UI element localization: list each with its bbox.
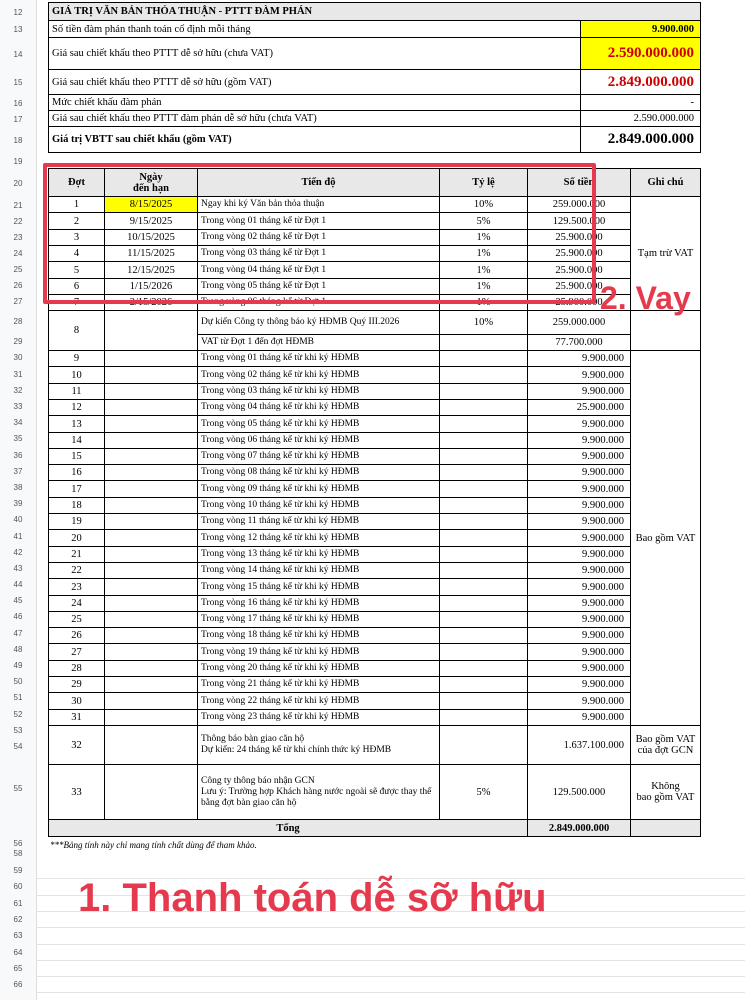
amount-cell[interactable]: 9.900.000 [528, 547, 631, 563]
row-number[interactable]: 15 [13, 78, 23, 87]
progress-cell[interactable]: Trong vòng 02 tháng kể từ khi ký HĐMB [198, 367, 440, 384]
ratio-cell[interactable]: 1% [440, 262, 528, 279]
row-number[interactable]: 61 [13, 898, 23, 908]
dot-cell[interactable]: 6 [49, 279, 105, 295]
ratio-cell[interactable] [440, 693, 528, 710]
row-number[interactable]: 52 [13, 709, 23, 719]
dot-cell[interactable]: 24 [49, 596, 105, 612]
row-number[interactable]: 54 [13, 741, 23, 751]
amount-cell[interactable]: 9.900.000 [528, 710, 631, 726]
date-cell[interactable]: 10/15/2025 [105, 230, 198, 246]
amount-cell[interactable]: 9.900.000 [528, 351, 631, 367]
dot-cell[interactable]: 31 [49, 710, 105, 726]
ratio-cell[interactable]: 5% [440, 213, 528, 230]
ratio-cell[interactable]: 1% [440, 295, 528, 311]
summary-value[interactable]: 9.900.000 [581, 21, 701, 38]
amount-cell[interactable]: 9.900.000 [528, 644, 631, 661]
amount-cell[interactable]: 25.900.000 [528, 295, 631, 311]
progress-cell[interactable]: Ngay khi ký Văn bản thỏa thuận [198, 197, 440, 213]
row-number[interactable]: 58 [13, 849, 23, 858]
amount-cell[interactable]: 25.900.000 [528, 230, 631, 246]
dot-cell[interactable]: 27 [49, 644, 105, 661]
date-cell[interactable]: 2/15/2026 [105, 295, 198, 311]
ratio-cell[interactable] [440, 644, 528, 661]
dot-cell[interactable]: 3 [49, 230, 105, 246]
amount-cell[interactable]: 77.700.000 [528, 335, 631, 351]
ratio-cell[interactable]: 10% [440, 197, 528, 213]
row-number[interactable]: 39 [13, 498, 23, 508]
row-number[interactable]: 51 [13, 693, 23, 702]
summary-value[interactable]: - [581, 95, 701, 111]
row-number[interactable]: 19 [13, 156, 23, 166]
ratio-cell[interactable] [440, 628, 528, 644]
row-number[interactable]: 21 [13, 200, 23, 210]
row-number[interactable]: 46 [13, 612, 23, 621]
ratio-cell[interactable] [440, 710, 528, 726]
dot-cell[interactable]: 10 [49, 367, 105, 384]
progress-cell[interactable]: Trong vòng 15 tháng kể từ khi ký HĐMB [198, 579, 440, 596]
ratio-cell[interactable] [440, 481, 528, 498]
row-number[interactable]: 24 [13, 248, 23, 258]
row-number[interactable]: 13 [13, 25, 23, 34]
row-number[interactable]: 31 [13, 369, 23, 379]
row-number[interactable]: 16 [13, 98, 23, 108]
progress-cell[interactable]: Trong vòng 06 tháng kể từ Đợt 1 [198, 295, 440, 311]
summary-value[interactable]: 2.849.000.000 [581, 127, 701, 153]
ratio-cell[interactable] [440, 726, 528, 765]
amount-cell[interactable]: 25.900.000 [528, 400, 631, 416]
date-cell[interactable] [105, 498, 198, 514]
total-note[interactable] [631, 820, 701, 837]
date-cell[interactable]: 12/15/2025 [105, 262, 198, 279]
amount-cell[interactable]: 9.900.000 [528, 433, 631, 449]
ratio-cell[interactable] [440, 596, 528, 612]
amount-cell[interactable]: 9.900.000 [528, 514, 631, 530]
row-number[interactable]: 33 [13, 401, 23, 411]
date-cell[interactable] [105, 710, 198, 726]
dot-cell[interactable]: 26 [49, 628, 105, 644]
progress-cell[interactable]: Trong vòng 04 tháng kể từ Đợt 1 [198, 262, 440, 279]
dot-cell[interactable]: 16 [49, 465, 105, 481]
total-amount[interactable]: 2.849.000.000 [528, 820, 631, 837]
row-number[interactable]: 25 [13, 264, 23, 274]
header-sotien[interactable]: Số tiền [528, 169, 631, 197]
dot-cell[interactable]: 29 [49, 677, 105, 693]
ratio-cell[interactable]: 1% [440, 246, 528, 262]
amount-cell[interactable]: 259.000.000 [528, 197, 631, 213]
ratio-cell[interactable]: 1% [440, 279, 528, 295]
row-number[interactable]: 32 [13, 385, 23, 395]
dot-cell[interactable]: 14 [49, 433, 105, 449]
dot-cell[interactable]: 17 [49, 481, 105, 498]
ratio-cell[interactable] [440, 465, 528, 481]
date-cell[interactable] [105, 612, 198, 628]
note-cell[interactable]: Không bao gồm VAT [631, 765, 701, 820]
progress-cell[interactable]: Trong vòng 05 tháng kể từ khi ký HĐMB [198, 416, 440, 433]
amount-cell[interactable]: 9.900.000 [528, 693, 631, 710]
progress-cell[interactable]: Thông báo bàn giao căn hộ Dự kiến: 24 tháng kể từ khi chính thức ký HĐMB [198, 726, 440, 765]
amount-cell[interactable]: 25.900.000 [528, 246, 631, 262]
progress-cell[interactable]: Dự kiến Công ty thông báo ký HĐMB Quý III.2026 [198, 311, 440, 335]
dot-cell[interactable]: 19 [49, 514, 105, 530]
header-ghichu[interactable]: Ghi chú [631, 169, 701, 197]
progress-cell[interactable]: Trong vòng 13 tháng kể từ khi ký HĐMB [198, 547, 440, 563]
row-number[interactable]: 38 [13, 482, 23, 492]
progress-cell[interactable]: Trong vòng 09 tháng kể từ khi ký HĐMB [198, 481, 440, 498]
progress-cell[interactable]: Trong vòng 21 tháng kể từ khi ký HĐMB [198, 677, 440, 693]
row-number[interactable]: 20 [13, 178, 23, 188]
dot-cell[interactable]: 25 [49, 612, 105, 628]
date-cell[interactable]: 1/15/2026 [105, 279, 198, 295]
ratio-cell[interactable] [440, 400, 528, 416]
dot-cell[interactable]: 13 [49, 416, 105, 433]
amount-cell[interactable]: 9.900.000 [528, 498, 631, 514]
progress-cell[interactable]: Trong vòng 22 tháng kể từ khi ký HĐMB [198, 693, 440, 710]
amount-cell[interactable]: 129.500.000 [528, 213, 631, 230]
ratio-cell[interactable] [440, 612, 528, 628]
amount-cell[interactable]: 9.900.000 [528, 481, 631, 498]
summary-label[interactable]: Số tiền đàm phán thanh toán cố định mỗi tháng [49, 21, 581, 38]
progress-cell[interactable]: Trong vòng 17 tháng kể từ khi ký HĐMB [198, 612, 440, 628]
summary-label[interactable]: Mức chiết khấu đàm phán [49, 95, 581, 111]
date-cell[interactable] [105, 384, 198, 400]
summary-value[interactable]: 2.590.000.000 [581, 111, 701, 127]
progress-cell[interactable]: Trong vòng 14 tháng kể từ khi ký HĐMB [198, 563, 440, 579]
dot-cell[interactable]: 18 [49, 498, 105, 514]
summary-label[interactable]: Giá sau chiết khấu theo PTTT đàm phán dễ sở hữu (chưa VAT) [49, 111, 581, 127]
dot-cell[interactable]: 20 [49, 530, 105, 547]
dot-cell[interactable]: 12 [49, 400, 105, 416]
date-cell[interactable] [105, 596, 198, 612]
annotation-thanh-toan: 1. Thanh toán dễ sỡ hữu [78, 876, 547, 920]
progress-cell[interactable]: Trong vòng 03 tháng kể từ Đợt 1 [198, 246, 440, 262]
dot-cell[interactable]: 15 [49, 449, 105, 465]
date-cell[interactable] [105, 400, 198, 416]
row-number[interactable]: 35 [13, 434, 23, 443]
amount-cell[interactable]: 9.900.000 [528, 677, 631, 693]
dot-cell[interactable]: 23 [49, 579, 105, 596]
row-number[interactable]: 40 [13, 515, 23, 524]
amount-cell[interactable]: 1.637.100.000 [528, 726, 631, 765]
dot-cell[interactable]: 32 [49, 726, 105, 765]
date-cell[interactable] [105, 628, 198, 644]
date-cell[interactable] [105, 351, 198, 367]
amount-cell[interactable]: 9.900.000 [528, 563, 631, 579]
date-cell[interactable] [105, 693, 198, 710]
progress-cell[interactable]: Trong vòng 08 tháng kể từ khi ký HĐMB [198, 465, 440, 481]
progress-cell[interactable]: Trong vòng 01 tháng kể từ Đợt 1 [198, 213, 440, 230]
date-cell[interactable] [105, 677, 198, 693]
amount-cell[interactable]: 9.900.000 [528, 628, 631, 644]
ratio-cell[interactable] [440, 547, 528, 563]
ratio-cell[interactable] [440, 677, 528, 693]
row-number[interactable]: 55 [13, 784, 23, 793]
ratio-cell[interactable] [440, 514, 528, 530]
dot-cell[interactable]: 7 [49, 295, 105, 311]
row-number[interactable]: 62 [13, 914, 23, 924]
row-number[interactable]: 47 [13, 628, 23, 638]
summary-table [48, 2, 701, 153]
header-tyle[interactable]: Tỷ lệ [440, 169, 528, 197]
row-number[interactable]: 28 [13, 316, 23, 326]
ratio-cell[interactable] [440, 416, 528, 433]
date-cell[interactable] [105, 465, 198, 481]
ratio-cell[interactable] [440, 351, 528, 367]
header-dot[interactable]: Đợt [49, 169, 105, 197]
date-cell[interactable]: 8/15/2025 [105, 197, 198, 213]
header-ngay[interactable]: Ngày đến hạn [105, 169, 198, 197]
note-cell[interactable] [631, 311, 701, 351]
date-cell[interactable] [105, 765, 198, 820]
dot-cell[interactable]: 30 [49, 693, 105, 710]
progress-cell[interactable]: Trong vòng 16 tháng kể từ khi ký HĐMB [198, 596, 440, 612]
dot-cell[interactable]: 4 [49, 246, 105, 262]
date-cell[interactable] [105, 367, 198, 384]
dot-cell[interactable]: 8 [49, 311, 105, 351]
dot-cell[interactable]: 33 [49, 765, 105, 820]
ratio-cell[interactable]: 10% [440, 311, 528, 335]
row-number[interactable]: 41 [13, 531, 23, 541]
ratio-cell[interactable]: 5% [440, 765, 528, 820]
date-cell[interactable] [105, 311, 198, 351]
row-number[interactable]: 14 [13, 49, 23, 59]
row-number[interactable]: 42 [13, 547, 23, 557]
date-cell[interactable]: 11/15/2025 [105, 246, 198, 262]
ratio-cell[interactable] [440, 498, 528, 514]
row-number[interactable]: 59 [13, 865, 23, 875]
footnote: ***Bảng tính này chỉ mang tính chất dùng để tham khảo. [50, 840, 257, 850]
date-cell[interactable] [105, 433, 198, 449]
ratio-cell[interactable] [440, 661, 528, 677]
progress-cell[interactable]: Trong vòng 23 tháng kể từ khi ký HĐMB [198, 710, 440, 726]
amount-cell[interactable]: 9.900.000 [528, 384, 631, 400]
amount-cell[interactable]: 9.900.000 [528, 530, 631, 547]
date-cell[interactable] [105, 726, 198, 765]
gridline [36, 927, 745, 928]
row-number[interactable]: 64 [13, 947, 23, 957]
ratio-cell[interactable] [440, 433, 528, 449]
amount-cell[interactable]: 9.900.000 [528, 416, 631, 433]
gridline [36, 960, 745, 961]
summary-value[interactable]: 2.849.000.000 [581, 70, 701, 95]
ratio-cell[interactable] [440, 530, 528, 547]
row-number[interactable]: 53 [13, 725, 23, 735]
dot-cell[interactable]: 5 [49, 262, 105, 279]
row-number[interactable]: 18 [13, 135, 23, 145]
amount-cell[interactable]: 9.900.000 [528, 465, 631, 481]
summary-label[interactable]: Giá sau chiết khấu theo PTTT dễ sở hữu (gồm VAT) [49, 70, 581, 95]
progress-cell[interactable]: Trong vòng 07 tháng kể từ khi ký HĐMB [198, 449, 440, 465]
row-number[interactable]: 23 [13, 232, 23, 242]
row-number[interactable]: 60 [13, 882, 23, 891]
date-cell[interactable] [105, 563, 198, 579]
progress-cell[interactable]: Trong vòng 19 tháng kể từ khi ký HĐMB [198, 644, 440, 661]
ratio-cell[interactable] [440, 384, 528, 400]
progress-cell[interactable]: Trong vòng 20 tháng kể từ khi ký HĐMB [198, 661, 440, 677]
progress-cell[interactable]: VAT từ Đợt 1 đến đợt HĐMB [198, 335, 440, 351]
ratio-cell[interactable] [440, 367, 528, 384]
progress-cell[interactable]: Trong vòng 04 tháng kể từ khi ký HĐMB [198, 400, 440, 416]
note-bao-gom-vat[interactable]: Bao gồm VAT [631, 351, 701, 726]
date-cell[interactable] [105, 644, 198, 661]
row-number[interactable]: 30 [13, 352, 23, 362]
amount-cell[interactable]: 9.900.000 [528, 367, 631, 384]
row-number[interactable]: 27 [13, 296, 23, 306]
dot-cell[interactable]: 9 [49, 351, 105, 367]
ratio-cell[interactable]: 1% [440, 230, 528, 246]
ratio-cell[interactable] [440, 335, 528, 351]
amount-cell[interactable]: 9.900.000 [528, 661, 631, 677]
amount-cell[interactable]: 259.000.000 [528, 311, 631, 335]
row-number[interactable]: 22 [13, 216, 23, 226]
row-number[interactable]: 65 [13, 963, 23, 973]
header-tiendo[interactable]: Tiến độ [198, 169, 440, 197]
row-number[interactable]: 49 [13, 660, 23, 670]
date-cell[interactable] [105, 481, 198, 498]
summary-label[interactable]: Giá sau chiết khấu theo PTTT dễ sở hữu (chưa VAT) [49, 38, 581, 70]
progress-cell[interactable]: Trong vòng 01 tháng kể từ khi ký HĐMB [198, 351, 440, 367]
summary-label[interactable]: Giá trị VBTT sau chiết khấu (gồm VAT) [49, 127, 581, 153]
date-cell[interactable] [105, 547, 198, 563]
progress-cell[interactable]: Trong vòng 03 tháng kể từ khi ký HĐMB [198, 384, 440, 400]
row-number[interactable]: 34 [13, 417, 23, 427]
dot-cell[interactable]: 21 [49, 547, 105, 563]
date-cell[interactable] [105, 449, 198, 465]
progress-cell[interactable]: Trong vòng 18 tháng kể từ khi ký HĐMB [198, 628, 440, 644]
annotation-vay: 2. Vay [600, 280, 691, 316]
date-cell[interactable] [105, 416, 198, 433]
gridline [36, 944, 745, 945]
gridline [36, 976, 745, 977]
row-number[interactable]: 43 [13, 563, 23, 573]
amount-cell[interactable]: 25.900.000 [528, 262, 631, 279]
progress-cell[interactable]: Trong vòng 10 tháng kể từ khi ký HĐMB [198, 498, 440, 514]
progress-cell[interactable]: Trong vòng 12 tháng kể từ khi ký HĐMB [198, 530, 440, 547]
gridline [36, 992, 745, 993]
note-tam-tru[interactable]: Tạm trừ VAT [631, 197, 701, 311]
row-number[interactable]: 66 [13, 979, 23, 989]
amount-cell[interactable]: 9.900.000 [528, 449, 631, 465]
summary-title[interactable]: GIÁ TRỊ VĂN BẢN THỎA THUẬN - PTTT ĐÀM PHÁN [49, 3, 701, 21]
amount-cell[interactable]: 9.900.000 [528, 612, 631, 628]
row-number[interactable]: 45 [13, 595, 23, 605]
date-cell[interactable] [105, 661, 198, 677]
note-cell[interactable]: Bao gồm VAT của đợt GCN [631, 726, 701, 765]
row-number[interactable]: 63 [13, 931, 23, 940]
row-number[interactable]: 50 [13, 676, 23, 686]
amount-cell[interactable]: 9.900.000 [528, 579, 631, 596]
highlight-box-vay [43, 163, 596, 304]
dot-cell[interactable]: 28 [49, 661, 105, 677]
amount-cell[interactable]: 25.900.000 [528, 279, 631, 295]
ratio-cell[interactable] [440, 579, 528, 596]
row-number[interactable]: 36 [13, 450, 23, 460]
total-label[interactable]: Tổng [49, 820, 528, 837]
progress-cell[interactable]: Trong vòng 06 tháng kể từ khi ký HĐMB [198, 433, 440, 449]
row-number[interactable]: 26 [13, 280, 23, 290]
dot-cell[interactable]: 11 [49, 384, 105, 400]
row-number[interactable]: 48 [13, 644, 23, 654]
row-number[interactable]: 17 [13, 114, 23, 124]
row-number[interactable]: 44 [13, 579, 23, 589]
row-number[interactable]: 12 [13, 8, 23, 17]
progress-cell[interactable]: Trong vòng 05 tháng kể từ Đợt 1 [198, 279, 440, 295]
date-cell[interactable]: 9/15/2025 [105, 213, 198, 230]
summary-value[interactable]: 2.590.000.000 [581, 38, 701, 70]
date-cell[interactable] [105, 514, 198, 530]
date-cell[interactable] [105, 530, 198, 547]
dot-cell[interactable]: 22 [49, 563, 105, 579]
dot-cell[interactable]: 2 [49, 213, 105, 230]
progress-cell[interactable]: Trong vòng 02 tháng kể từ Đợt 1 [198, 230, 440, 246]
row-number[interactable]: 37 [13, 466, 23, 476]
row-number[interactable]: 56 [13, 839, 23, 848]
amount-cell[interactable]: 129.500.000 [528, 765, 631, 820]
row-number[interactable]: 29 [13, 336, 23, 346]
amount-cell[interactable]: 9.900.000 [528, 596, 631, 612]
dot-cell[interactable]: 1 [49, 197, 105, 213]
ratio-cell[interactable] [440, 449, 528, 465]
ratio-cell[interactable] [440, 563, 528, 579]
progress-cell[interactable]: Công ty thông báo nhận GCN Lưu ý: Trường hợp Khách hàng nước ngoài sẽ được thay thế bằng đợt bàn giao căn hộ [198, 765, 440, 820]
progress-cell[interactable]: Trong vòng 11 tháng kể từ khi ký HĐMB [198, 514, 440, 530]
date-cell[interactable] [105, 579, 198, 596]
